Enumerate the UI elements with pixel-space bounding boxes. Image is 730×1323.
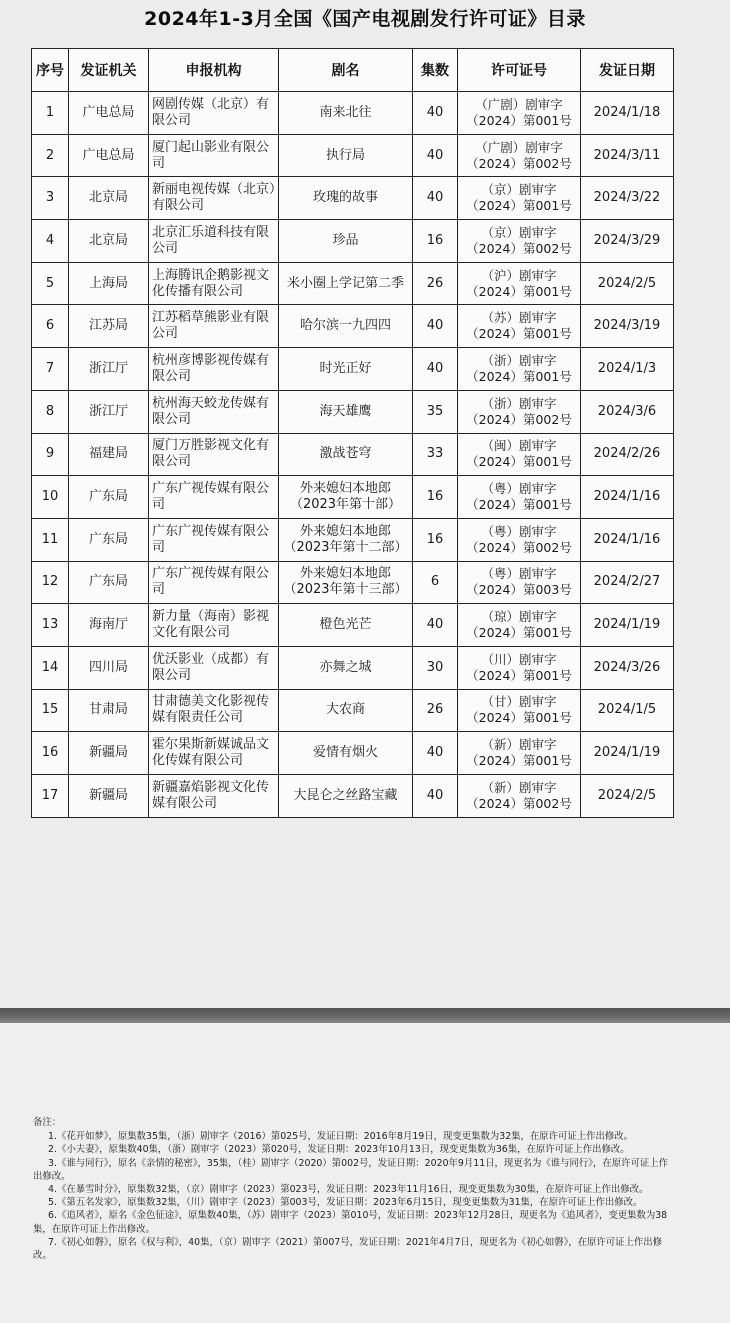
notes-list [33, 1130, 673, 1262]
cell-issue-date: 2024/2/27 [581, 561, 674, 604]
cell-episodes: 40 [413, 604, 458, 647]
cell-issue-date: 2024/3/22 [581, 177, 674, 220]
cell-license-no: （新）剧审字（2024）第002号 [458, 775, 581, 818]
cell-episodes: 35 [413, 390, 458, 433]
cell-index: 4 [32, 220, 69, 263]
col-header-authority: 发证机关 [69, 49, 149, 92]
cell-applicant: 新疆嘉焰影视文化传媒有限公司 [149, 775, 279, 818]
table-row [32, 646, 674, 689]
cell-episodes: 33 [413, 433, 458, 476]
notes-title: 备注： [33, 1117, 62, 1128]
cell-authority: 福建局 [69, 433, 149, 476]
page-title: 2024年1-3月全国《国产电视剧发行许可证》目录 [144, 8, 586, 30]
cell-issue-date: 2024/1/19 [581, 604, 674, 647]
cell-episodes: 26 [413, 689, 458, 732]
cell-index: 16 [32, 732, 69, 775]
cell-index: 2 [32, 134, 69, 177]
cell-authority: 海南厅 [69, 604, 149, 647]
cell-license-no: （甘）剧审字（2024）第001号 [458, 689, 581, 732]
cell-authority: 广东局 [69, 518, 149, 561]
cell-episodes: 40 [413, 348, 458, 391]
note-item: 4.《在暴雪时分》，原集数32集，（京）剧审字（2023）第023号，发证日期：2023年11月16日，现变更集数为30集，在原许可证上作出修改。 [48, 1184, 649, 1196]
table-body [32, 92, 674, 818]
cell-applicant: 广东广视传媒有限公司 [149, 518, 279, 561]
cell-index: 8 [32, 390, 69, 433]
cell-license-no: （新）剧审字（2024）第001号 [458, 732, 581, 775]
cell-title: 珍品 [279, 220, 413, 263]
table-row [32, 689, 674, 732]
cell-index: 3 [32, 177, 69, 220]
cell-applicant: 甘肃德美文化影视传媒有限责任公司 [149, 689, 279, 732]
cell-license-no: （粤）剧审字（2024）第003号 [458, 561, 581, 604]
cell-title: 大昆仑之丝路宝藏 [279, 775, 413, 818]
cell-applicant: 上海腾讯企鹅影视文化传播有限公司 [149, 262, 279, 305]
col-header-applicant: 申报机构 [149, 49, 279, 92]
cell-index: 1 [32, 92, 69, 135]
col-header-license-no: 许可证号 [458, 49, 581, 92]
note-item: 6.《追风者》，原名《金色征途》，原集数40集，（苏）剧审字（2023）第010号，发证日期：2023年12月28日，现更名为《追风者》，变更集数为38集，在原许可证上作出修改。 [33, 1210, 668, 1235]
cell-episodes: 40 [413, 775, 458, 818]
table-row [32, 92, 674, 135]
table-row [32, 177, 674, 220]
cell-authority: 广电总局 [69, 92, 149, 135]
cell-index: 14 [32, 646, 69, 689]
table-row [32, 134, 674, 177]
cell-authority: 甘肃局 [69, 689, 149, 732]
cell-license-no: （广剧）剧审字（2024）第001号 [458, 92, 581, 135]
cell-license-no: （闽）剧审字（2024）第001号 [458, 433, 581, 476]
cell-episodes: 40 [413, 177, 458, 220]
cell-index: 9 [32, 433, 69, 476]
cell-index: 17 [32, 775, 69, 818]
cell-index: 5 [32, 262, 69, 305]
cell-issue-date: 2024/1/18 [581, 92, 674, 135]
cell-applicant: 江苏稻草熊影业有限公司 [149, 305, 279, 348]
cell-episodes: 16 [413, 220, 458, 263]
cell-license-no: （粤）剧审字（2024）第002号 [458, 518, 581, 561]
cell-license-no: （广剧）剧审字（2024）第002号 [458, 134, 581, 177]
note-item: 7.《初心如磐》，原名《权与利》，40集，（京）剧审字（2021）第007号，发证日期：2021年4月7日，现更名为《初心如磐》，在原许可证上作出修改。 [33, 1236, 663, 1262]
table-row [32, 518, 674, 561]
cell-issue-date: 2024/1/19 [581, 732, 674, 775]
note-item: 5.《第五名发家》，原集数32集，（川）剧审字（2023）第003号，发证日期：2023年6月15日，现变更集数为31集，在原许可证上作出修改。 [48, 1197, 643, 1209]
cell-authority: 新疆局 [69, 732, 149, 775]
cell-title: 爱情有烟火 [279, 732, 413, 775]
cell-title: 外来媳妇本地郎（2023年第十三部） [279, 561, 413, 604]
cell-issue-date: 2024/3/11 [581, 134, 674, 177]
note-item: 3.《谁与同行》，原名《亲情的秘密》，35集，（桂）剧审字（2020）第002号，发证日期：2020年9月11日，现更名为《谁与同行》，在原许可证上作出修改。 [33, 1157, 668, 1182]
cell-license-no: （川）剧审字（2024）第001号 [458, 646, 581, 689]
cell-authority: 广东局 [69, 476, 149, 519]
cell-license-no: （京）剧审字（2024）第001号 [458, 177, 581, 220]
cell-issue-date: 2024/1/3 [581, 348, 674, 391]
cell-issue-date: 2024/3/26 [581, 646, 674, 689]
note-item: 1.《花开如梦》，原集数35集，（浙）剧审字（2016）第025号，发证日期：2016年8月19日，现变更集数为32集，在原许可证上作出修改。 [48, 1131, 634, 1143]
cell-index: 6 [32, 305, 69, 348]
table-row [32, 775, 674, 818]
cell-license-no: （粤）剧审字（2024）第001号 [458, 476, 581, 519]
cell-applicant: 广东广视传媒有限公司 [149, 476, 279, 519]
cell-index: 11 [32, 518, 69, 561]
notes-section [33, 1116, 673, 1262]
cell-title: 哈尔滨一九四四 [279, 305, 413, 348]
cell-applicant: 网剧传媒（北京）有限公司 [149, 92, 279, 135]
cell-title: 米小圈上学记第二季 [279, 262, 413, 305]
cell-issue-date: 2024/2/5 [581, 262, 674, 305]
cell-index: 13 [32, 604, 69, 647]
table-row [32, 390, 674, 433]
cell-license-no: （苏）剧审字（2024）第001号 [458, 305, 581, 348]
note-item: 2.《小夫妻》，原集数40集，（浙）剧审字（2023）第020号，发证日期：2023年10月13日，现变更集数为36集，在原许可证上作出修改。 [48, 1144, 630, 1156]
cell-applicant: 杭州彦博影视传媒有限公司 [149, 348, 279, 391]
cell-applicant: 新丽电视传媒（北京）有限公司 [149, 177, 279, 220]
cell-authority: 广东局 [69, 561, 149, 604]
cell-applicant: 霍尔果斯新媒诚品文化传媒有限公司 [149, 732, 279, 775]
cell-episodes: 40 [413, 134, 458, 177]
cell-episodes: 16 [413, 518, 458, 561]
cell-title: 时光正好 [279, 348, 413, 391]
table-row [32, 305, 674, 348]
cell-license-no: （沪）剧审字（2024）第001号 [458, 262, 581, 305]
cell-authority: 北京局 [69, 177, 149, 220]
cell-index: 10 [32, 476, 69, 519]
cell-title: 橙色光芒 [279, 604, 413, 647]
table-header-row [32, 49, 674, 92]
cell-applicant: 北京汇乐道科技有限公司 [149, 220, 279, 263]
cell-issue-date: 2024/1/16 [581, 518, 674, 561]
col-header-title: 剧名 [279, 49, 413, 92]
page-divider [0, 1008, 730, 1023]
cell-issue-date: 2024/2/26 [581, 433, 674, 476]
cell-issue-date: 2024/1/16 [581, 476, 674, 519]
cell-episodes: 6 [413, 561, 458, 604]
col-header-episodes: 集数 [413, 49, 458, 92]
license-table [31, 48, 674, 818]
cell-issue-date: 2024/3/19 [581, 305, 674, 348]
cell-license-no: （京）剧审字（2024）第002号 [458, 220, 581, 263]
cell-title: 南来北往 [279, 92, 413, 135]
table-row [32, 433, 674, 476]
table-row [32, 348, 674, 391]
cell-episodes: 40 [413, 305, 458, 348]
cell-authority: 上海局 [69, 262, 149, 305]
cell-license-no: （琼）剧审字（2024）第001号 [458, 604, 581, 647]
cell-applicant: 厦门万胜影视文化有限公司 [149, 433, 279, 476]
cell-authority: 四川局 [69, 646, 149, 689]
cell-issue-date: 2024/3/6 [581, 390, 674, 433]
cell-title: 玫瑰的故事 [279, 177, 413, 220]
cell-issue-date: 2024/1/5 [581, 689, 674, 732]
cell-applicant: 新力量（海南）影视文化有限公司 [149, 604, 279, 647]
cell-episodes: 30 [413, 646, 458, 689]
cell-authority: 江苏局 [69, 305, 149, 348]
cell-authority: 北京局 [69, 220, 149, 263]
cell-index: 12 [32, 561, 69, 604]
cell-authority: 广电总局 [69, 134, 149, 177]
cell-license-no: （浙）剧审字（2024）第001号 [458, 348, 581, 391]
cell-title: 外来媳妇本地郎（2023年第十部） [279, 476, 413, 519]
cell-authority: 新疆局 [69, 775, 149, 818]
table-row [32, 732, 674, 775]
cell-title: 外来媳妇本地郎（2023年第十二部） [279, 518, 413, 561]
col-header-issue-date: 发证日期 [581, 49, 674, 92]
cell-title: 激战苍穹 [279, 433, 413, 476]
table-row [32, 476, 674, 519]
cell-applicant: 广东广视传媒有限公司 [149, 561, 279, 604]
cell-issue-date: 2024/3/29 [581, 220, 674, 263]
cell-applicant: 优沃影业（成都）有限公司 [149, 646, 279, 689]
col-header-index: 序号 [32, 49, 69, 92]
cell-title: 执行局 [279, 134, 413, 177]
cell-applicant: 厦门起山影业有限公司 [149, 134, 279, 177]
cell-license-no: （浙）剧审字（2024）第002号 [458, 390, 581, 433]
cell-authority: 浙江厅 [69, 348, 149, 391]
cell-episodes: 40 [413, 92, 458, 135]
cell-title: 亦舞之城 [279, 646, 413, 689]
cell-episodes: 16 [413, 476, 458, 519]
cell-applicant: 杭州海天蛟龙传媒有限公司 [149, 390, 279, 433]
cell-index: 7 [32, 348, 69, 391]
cell-index: 15 [32, 689, 69, 732]
cell-episodes: 26 [413, 262, 458, 305]
cell-title: 海天雄鹰 [279, 390, 413, 433]
cell-issue-date: 2024/2/5 [581, 775, 674, 818]
cell-authority: 浙江厅 [69, 390, 149, 433]
cell-episodes: 40 [413, 732, 458, 775]
table-row [32, 220, 674, 263]
cell-title: 大农商 [279, 689, 413, 732]
table-row [32, 604, 674, 647]
table-row [32, 561, 674, 604]
table-row [32, 262, 674, 305]
